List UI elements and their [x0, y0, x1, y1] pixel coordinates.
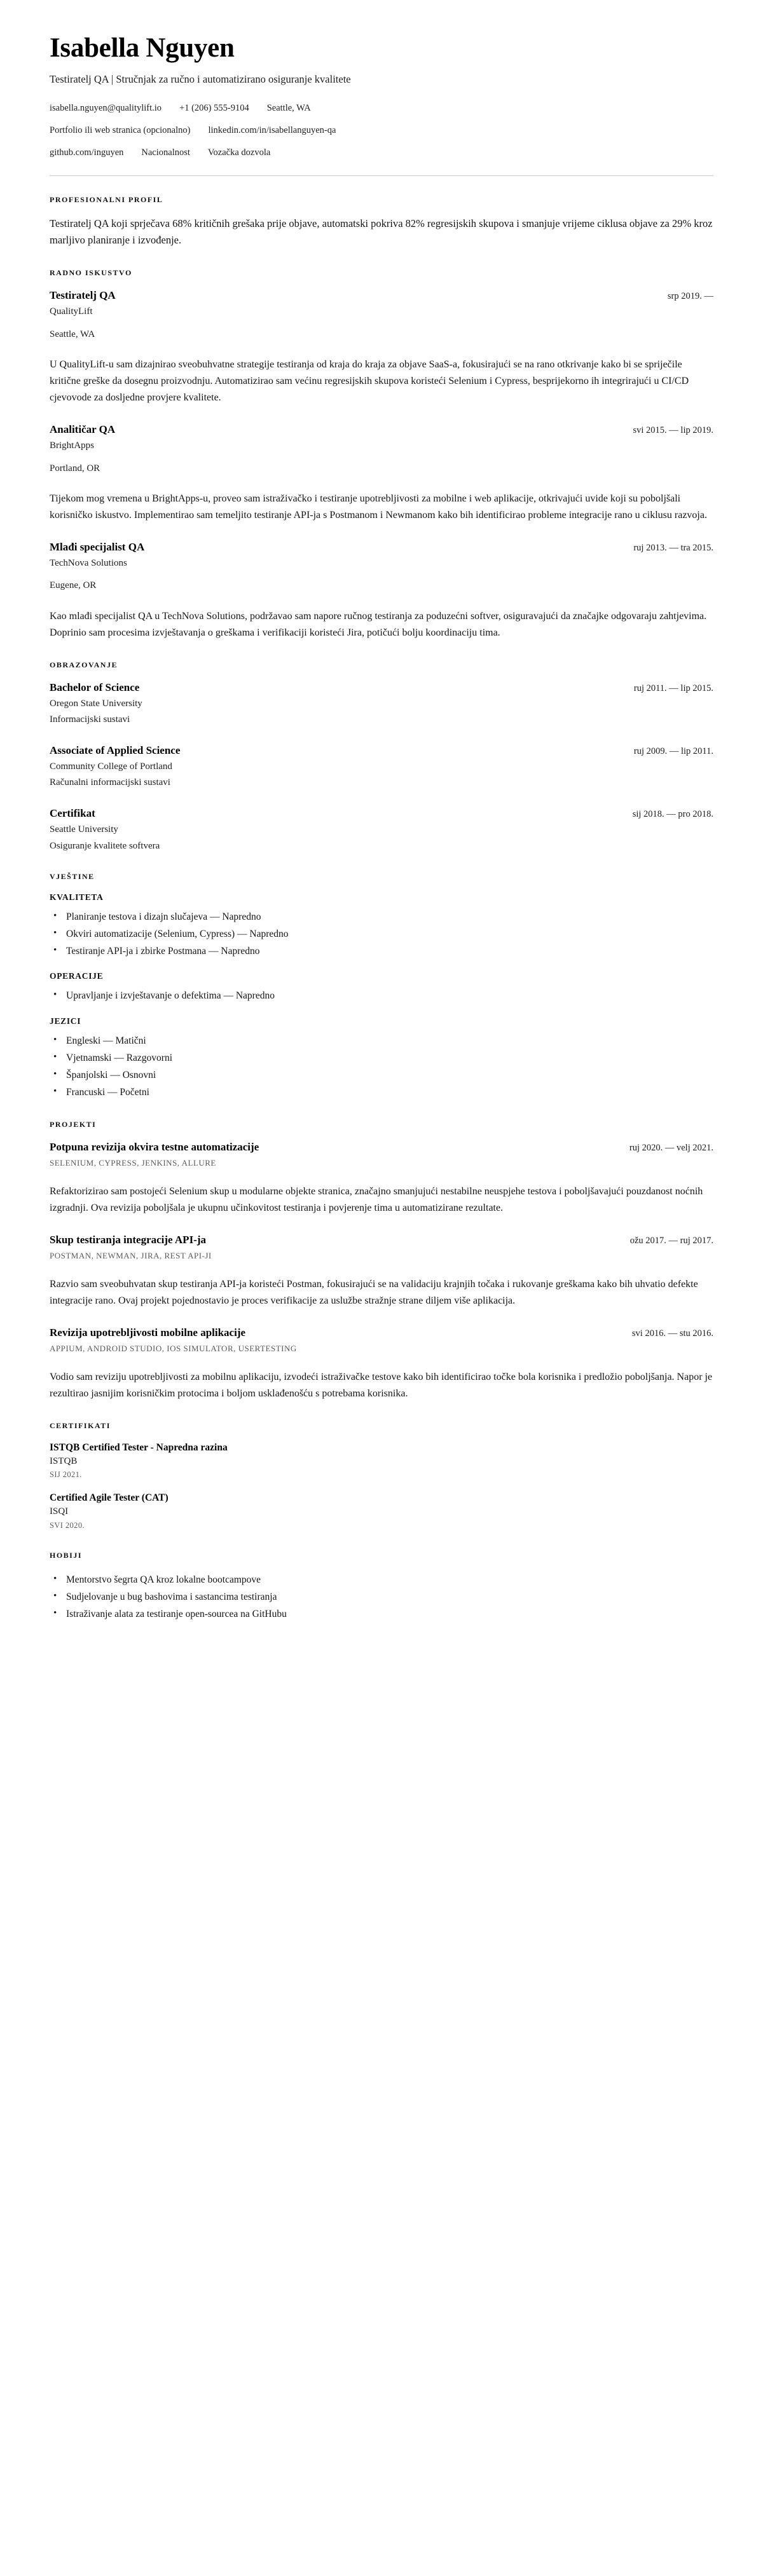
- certificate-issuer: ISTQB: [50, 1455, 78, 1466]
- contact-line-2: [50, 124, 713, 138]
- degree-name: Associate of Applied Science: [50, 744, 181, 756]
- linkedin-text[interactable]: linkedin.com/in/isabellanguyen-qa: [208, 125, 336, 136]
- job-description: U QualityLift-u sam dizajnirao sveobuhvatne strategije testiranja od kraja do kraja za objave SaaS-a, fokusirajući se na rano otkrivanje kako bi se spriječile kritične greške da dosegnu proizvodnju. Automatizirao sam većinu regresijskih skupova koristeći Selenium i Cypress, besprijekorno ih integrirajući u CI/CD cjevovode za dosljedne provjere kvalitete.: [50, 359, 689, 404]
- skill-group-operacije: [50, 971, 713, 1004]
- page-title: Isabella Nguyen: [50, 33, 235, 63]
- school-name: Community College of Portland: [50, 761, 172, 772]
- section-title-education: OBRAZOVANJE: [50, 660, 118, 669]
- experience-entry: [50, 423, 713, 524]
- location-text: Seattle, WA: [266, 103, 311, 114]
- degree-name: Certifikat: [50, 807, 95, 819]
- project-entry-header: [50, 1326, 713, 1340]
- job-role: Testiratelj QA: [50, 289, 116, 302]
- skill-group-kvaliteta: [50, 892, 713, 960]
- job-description: Tijekom mog vremena u BrightApps-u, proveo sam istraživačko i testiranje upotrebljivosti za mobilne i web aplikacije, otkrivajući uvide koji su poboljšali korisničko iskustvo. Implementirao sam temeljito testiranje API-ja s Postmanom i Newmanom kako bih identificirao probleme integracije rano u ciklusu razvoja.: [50, 493, 707, 521]
- project-dates: ožu 2017. — ruj 2017.: [629, 1235, 713, 1246]
- portfolio-text[interactable]: Portfolio ili web stranica (opcionalno): [50, 125, 191, 136]
- job-company: QualityLift: [50, 306, 93, 317]
- project-tech-stack: APPIUM, ANDROID STUDIO, IOS SIMULATOR, USERTESTING: [50, 1343, 297, 1353]
- contact-line-3: [50, 146, 713, 160]
- hobby-item: • Istraživanje alata za testiranje open-sourcea na GitHubu: [52, 1605, 713, 1623]
- job-description: Kao mlađi specijalist QA u TechNova Solutions, podržavao sam napore ručnog testiranja za poduzećni softver, osiguravajući da značajke odgovaraju zahtjevima. Doprinio sam procesima izvještavanja o greškama i verifikaciji koristeći Jira, potičući bolju koordinaciju tima.: [50, 610, 707, 638]
- skill-group-title: JEZICI: [50, 1016, 81, 1026]
- degree-name: Bachelor of Science: [50, 681, 140, 693]
- project-entry: [50, 1326, 713, 1402]
- hobby-item: • Sudjelovanje u bug bashovima i sastancima testiranja: [52, 1588, 713, 1605]
- certificate-name: ISTQB Certified Tester - Napredna razina: [50, 1441, 228, 1453]
- skill-item: • Engleski — Matični: [52, 1032, 713, 1049]
- skill-item: • Upravljanje i izvještavanje o defektima — Napredno: [52, 987, 713, 1004]
- section-title-hobbies: HOBIJI: [50, 1550, 83, 1560]
- skill-item: • Okviri automatizacije (Selenium, Cypress) — Napredno: [52, 925, 713, 943]
- education-entry: [50, 744, 713, 790]
- nationality-text: Nacionalnost: [141, 147, 190, 158]
- school-name: Seattle University: [50, 824, 118, 835]
- experience-entry-header: [50, 423, 713, 437]
- section-title-skills: VJEŠTINE: [50, 872, 95, 882]
- email-text[interactable]: isabella.nguyen@qualitylift.io: [50, 103, 162, 114]
- job-location: Portland, OR: [50, 463, 100, 474]
- phone-text[interactable]: +1 (206) 555-9104: [179, 103, 249, 114]
- certificate-name: Certified Agile Tester (CAT): [50, 1492, 168, 1504]
- field-of-study: Osiguranje kvalitete softvera: [50, 840, 160, 851]
- experience-entry: [50, 289, 713, 406]
- skill-list: [50, 1032, 713, 1101]
- project-entry-header: [50, 1233, 713, 1247]
- skill-list: [50, 987, 713, 1004]
- certificate-entry: [50, 1492, 713, 1531]
- skill-list: [50, 908, 713, 960]
- project-entry: [50, 1140, 713, 1216]
- skill-item: • Planiranje testova i dizajn slučajeva — Napredno: [52, 908, 713, 925]
- project-tech-stack: POSTMAN, NEWMAN, JIRA, REST API-JI: [50, 1251, 212, 1261]
- project-name: Revizija upotrebljivosti mobilne aplikacije: [50, 1326, 246, 1339]
- job-company: BrightApps: [50, 440, 95, 451]
- education-entry-header: [50, 744, 713, 758]
- project-dates: ruj 2020. — velj 2021.: [629, 1143, 713, 1154]
- certificate-issuer: ISQI: [50, 1506, 69, 1517]
- section-experience: [50, 268, 713, 641]
- job-location: Seattle, WA: [50, 329, 95, 339]
- project-tech-stack: SELENIUM, CYPRESS, JENKINS, ALLURE: [50, 1158, 216, 1168]
- project-entry-header: [50, 1140, 713, 1154]
- field-of-study: Računalni informacijski sustavi: [50, 777, 170, 788]
- section-title-projects: PROJEKTI: [50, 1120, 97, 1129]
- field-of-study: Informacijski sustavi: [50, 714, 130, 725]
- education-entry-header: [50, 681, 713, 695]
- education-entry: [50, 807, 713, 853]
- project-dates: svi 2016. — stu 2016.: [631, 1328, 713, 1339]
- header-divider: [50, 175, 713, 176]
- hobby-item: • Mentorstvo šegrta QA kroz lokalne bootcampove: [52, 1571, 713, 1588]
- job-location: Eugene, OR: [50, 580, 97, 591]
- drivers-license-text: Vozačka dozvola: [207, 147, 271, 158]
- skill-group-jezici: [50, 1016, 713, 1101]
- professional-headline: Testiratelj QA | Stručnjak za ručno i automatizirano osiguranje kvalitete: [50, 73, 351, 86]
- section-skills: [50, 872, 713, 1101]
- project-description: Vodio sam reviziju upotrebljivosti za mobilnu aplikaciju, izvodeći istraživačke testove kako bih identificirao točke bola korisnika i predložio poboljšanja. Napor je rezultirao jasnijim korisničkim protocima i boljom usklađenošću s potrebama korisnika.: [50, 1371, 713, 1399]
- section-education: [50, 660, 713, 853]
- school-name: Oregon State University: [50, 698, 142, 709]
- certificate-date: SVI 2020.: [50, 1520, 85, 1530]
- section-hobbies: [50, 1551, 713, 1623]
- resume-header: [50, 33, 713, 160]
- github-text[interactable]: github.com/inguyen: [50, 147, 124, 158]
- certificate-date: SIJ 2021.: [50, 1470, 82, 1480]
- hobby-list: [50, 1571, 713, 1623]
- degree-dates: ruj 2011. — lip 2015.: [633, 683, 713, 693]
- education-entry-header: [50, 807, 713, 821]
- project-name: Potpuna revizija okvira testne automatizacije: [50, 1141, 259, 1154]
- skill-item: • Francuski — Početni: [52, 1084, 713, 1101]
- job-dates: ruj 2013. — tra 2015.: [633, 542, 713, 553]
- project-entry: [50, 1233, 713, 1309]
- education-entry: [50, 681, 713, 727]
- skill-item: • Španjolski — Osnovni: [52, 1067, 713, 1084]
- contact-line-1: [50, 102, 713, 116]
- experience-entry: [50, 540, 713, 641]
- project-name: Skup testiranja integracije API-ja: [50, 1233, 207, 1246]
- skill-item: • Testiranje API-ja i zbirke Postmana — Napredno: [52, 943, 713, 960]
- experience-entry-header: [50, 289, 713, 303]
- job-role: Analitičar QA: [50, 423, 116, 435]
- degree-dates: ruj 2009. — lip 2011.: [633, 746, 713, 756]
- section-title-certificates: CERTIFIKATI: [50, 1421, 111, 1430]
- section-projects: [50, 1120, 713, 1402]
- certificate-entry: [50, 1441, 713, 1481]
- job-company: TechNova Solutions: [50, 557, 127, 568]
- skill-group-title: KVALITETA: [50, 892, 104, 903]
- job-role: Mlađi specijalist QA: [50, 540, 145, 553]
- section-title-experience: RADNO ISKUSTVO: [50, 268, 132, 278]
- experience-entry-header: [50, 540, 713, 554]
- section-certificates: [50, 1421, 713, 1532]
- job-dates: srp 2019. —: [667, 291, 713, 302]
- section-title-profile: PROFESIONALNI PROFIL: [50, 194, 163, 204]
- skill-item: • Vjetnamski — Razgovorni: [52, 1049, 713, 1067]
- project-description: Refaktorizirao sam postojeći Selenium skup u modularne objekte stranica, značajno smanjujući nestabilne neuspjehe testova i poboljšavajući pouzdanost noćnih izgradnji. Ova revizija poboljšala je ukupnu učinkovitost testiranja i povjerenje tima u automatizirane rezultate.: [50, 1186, 703, 1214]
- resume-document: [50, 33, 713, 1623]
- skill-group-title: OPERACIJE: [50, 971, 104, 981]
- profile-text: Testiratelj QA koji sprječava 68% kritičnih grešaka prije objave, automatski pokriva 82% regresijskih skupova i smanjuje vrijeme ciklusa objave za 29% kroz marljivo planiranje i izvođenje.: [50, 217, 713, 247]
- project-description: Razvio sam sveobuhvatan skup testiranja API-ja koristeći Postman, fokusirajući se na validaciju krajnjih točaka i rukovanje greškama kako bih uhvatio defekte integracije rano. Ovaj projekt pojednostavio je proces verifikacije za uslužbe stražnje strane diljem više aplikacija.: [50, 1279, 698, 1306]
- degree-dates: sij 2018. — pro 2018.: [632, 808, 713, 819]
- section-profile: [50, 195, 713, 249]
- job-dates: svi 2015. — lip 2019.: [633, 425, 713, 435]
